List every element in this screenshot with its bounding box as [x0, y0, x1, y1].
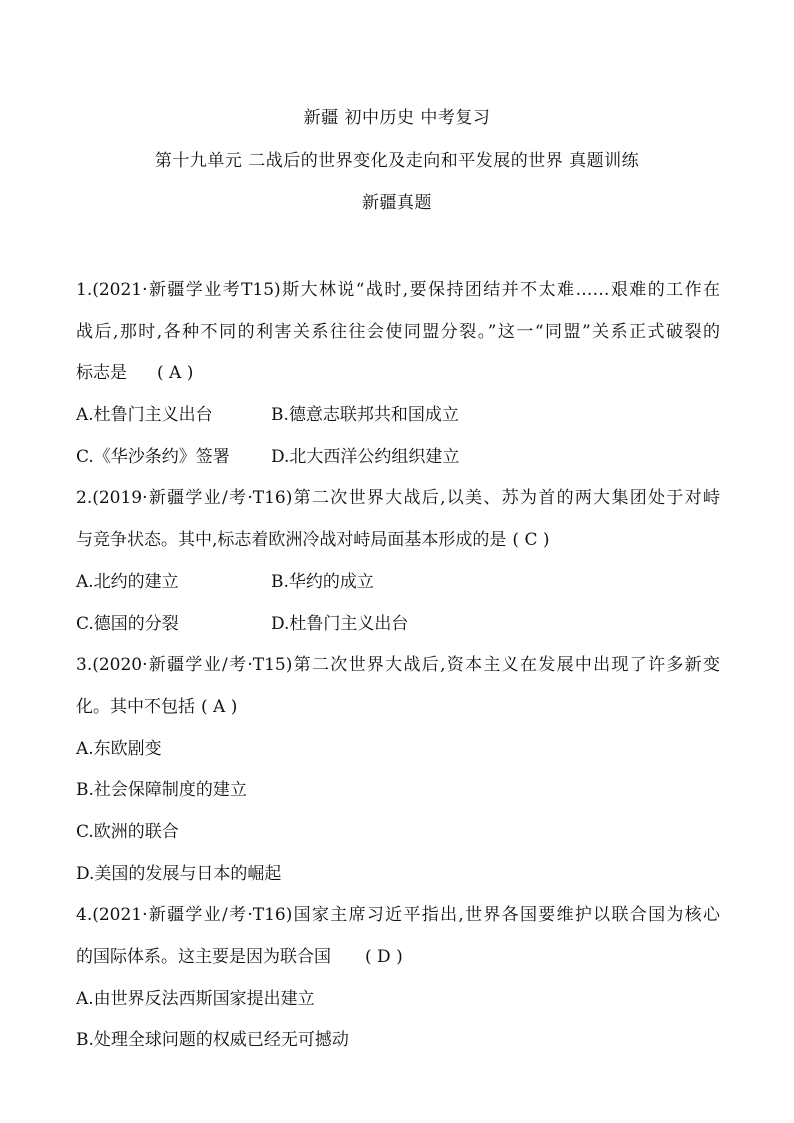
- header-line-3: 新疆真题: [362, 193, 432, 213]
- option-b: B.德意志联邦共和国成立: [271, 405, 459, 426]
- option-c: C.欧洲的联合: [76, 821, 179, 842]
- question-stem-line: 战后,那时,各种不同的利害关系往往会使同盟分裂。”这一“同盟”关系正式破裂的: [76, 321, 720, 342]
- answer-marker: ( A ): [201, 696, 238, 717]
- option-b: B.华约的成立: [271, 571, 374, 592]
- question-stem-line: [76, 520, 720, 562]
- option-row: [76, 437, 720, 479]
- option-a: A.杜鲁门主义出台: [76, 405, 213, 426]
- header-line-1: 新疆 初中历史 中考复习: [303, 108, 491, 128]
- option-d: D.美国的发展与日本的崛起: [76, 863, 282, 884]
- question-stem-line: [76, 937, 720, 979]
- question-3: [76, 645, 720, 895]
- stem-text: 的国际体系。这主要是因为联合国: [76, 947, 331, 967]
- option-row: [76, 395, 720, 437]
- option-row: [76, 604, 720, 646]
- question-stem-line: 1.(2021·新疆学业考T15)斯大林说“战时,要保持团结并不太难……艰难的工作在: [76, 280, 720, 300]
- option-b: B.处理全球问题的权威已经无可撼动: [76, 1030, 349, 1051]
- question-list: [76, 270, 720, 1062]
- option-d: D.北大西洋公约组织建立: [271, 446, 460, 467]
- stem-text: 标志是: [76, 363, 127, 384]
- option-c: C.德国的分裂: [76, 613, 179, 634]
- stem-text: 化。其中不包括: [76, 696, 195, 717]
- option-a: A.由世界反法西斯国家提出建立: [76, 988, 315, 1009]
- question-stem-line: [76, 353, 720, 395]
- header-line-2: 第十九单元 二战后的世界变化及走向和平发展的世界 真题训练: [154, 151, 640, 171]
- question-stem-line: 2.(2019·新疆学业/考·T16)第二次世界大战后,以美、苏为首的两大集团处于对峙: [76, 488, 720, 509]
- option-row: [76, 562, 720, 604]
- answer-marker: ( A ): [157, 363, 194, 384]
- question-1: [76, 270, 720, 478]
- option-a: A.东欧剧变: [76, 738, 162, 759]
- question-stem-line: [76, 687, 720, 729]
- question-2: [76, 478, 720, 645]
- option-c: C.《华沙条约》签署: [76, 446, 230, 467]
- option-d: D.杜鲁门主义出台: [271, 613, 409, 634]
- answer-marker: ( C ): [512, 530, 550, 551]
- question-stem-line: 4.(2021·新疆学业/考·T16)国家主席习近平指出,世界各国要维护以联合国为核心: [76, 905, 720, 926]
- question-4: [76, 895, 720, 1062]
- question-stem-line: 3.(2020·新疆学业/考·T15)第二次世界大战后,资本主义在发展中出现了许多新变: [76, 655, 720, 676]
- option-b: B.社会保障制度的建立: [76, 780, 247, 801]
- option-a: A.北约的建立: [76, 571, 179, 592]
- answer-marker: ( D ): [365, 947, 403, 967]
- stem-text: 与竞争状态。其中,标志着欧洲冷战对峙局面基本形成的是: [76, 530, 507, 551]
